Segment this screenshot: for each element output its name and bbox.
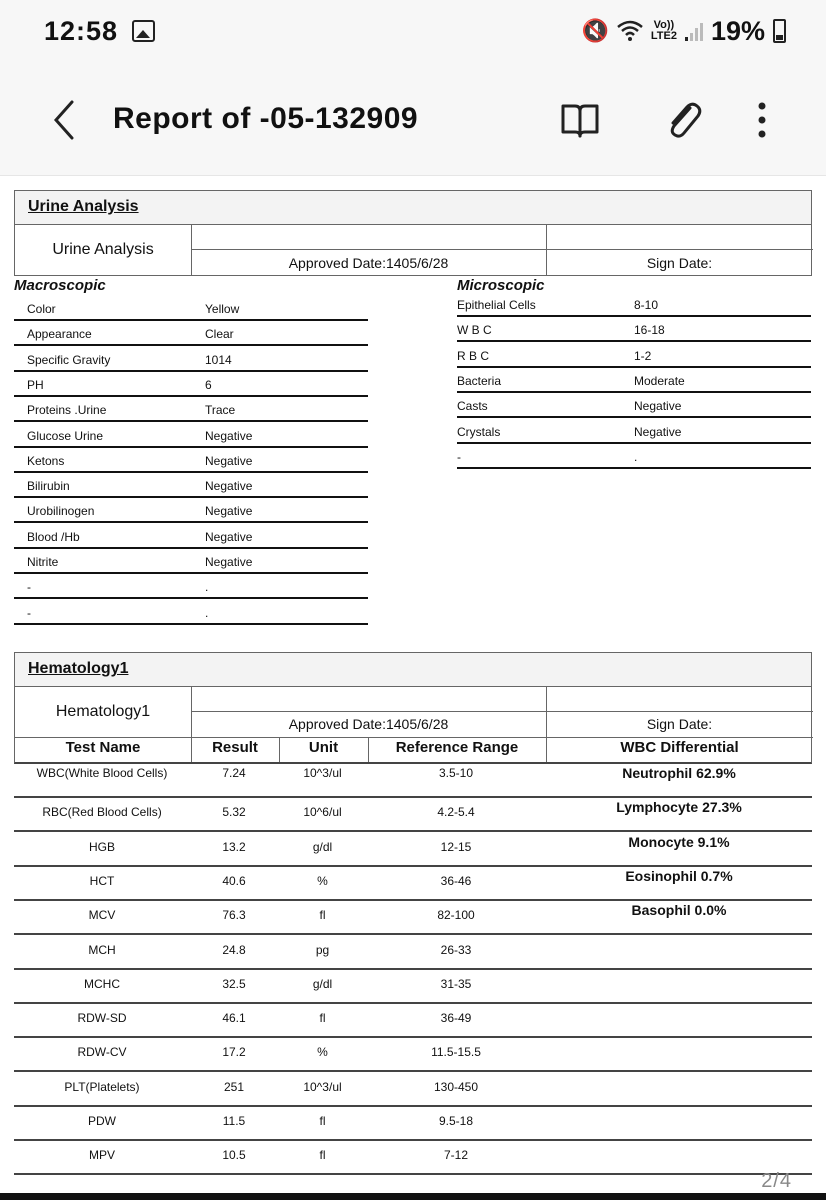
table-row: [14, 936, 812, 970]
hematology-section-title: Hematology1: [28, 660, 129, 677]
item-label: Urobilinogen: [27, 504, 95, 519]
item-value: Negative: [205, 555, 253, 569]
cell-result: 40.6: [222, 873, 246, 888]
item-label: -: [27, 605, 31, 620]
cell-unit: %: [317, 873, 328, 888]
cell-test: PLT(Platelets): [64, 1079, 140, 1094]
urine-info-grid: [14, 225, 812, 276]
urine-section-header: [14, 190, 812, 225]
list-item: [457, 292, 811, 317]
item-value: Negative: [205, 428, 253, 443]
list-item: [14, 473, 368, 498]
table-row: [14, 1038, 812, 1072]
item-value: Yellow: [205, 302, 240, 316]
col-unit: Unit: [308, 739, 339, 756]
cell-range: 26-33: [440, 942, 472, 957]
item-label: Specific Gravity: [27, 352, 111, 367]
item-label: Crystals: [457, 424, 501, 439]
cell-test: HCT: [89, 873, 115, 888]
item-value: Negative: [205, 453, 253, 468]
table-row: [14, 970, 812, 1004]
item-label: Casts: [457, 399, 488, 414]
item-value: Negative: [205, 529, 253, 544]
cell-result: 13.2: [222, 839, 246, 854]
differential-item: Eosinophil 0.7%: [625, 867, 733, 884]
book-icon[interactable]: [558, 98, 602, 142]
table-row: [14, 1141, 812, 1175]
item-value: 1014: [205, 352, 232, 367]
item-value: .: [205, 580, 209, 595]
list-item: [14, 448, 368, 473]
item-label: PH: [27, 377, 44, 392]
list-item: [457, 393, 811, 418]
list-item: [14, 296, 368, 321]
cell-test: HGB: [88, 839, 115, 854]
cell-range: 36-46: [440, 873, 472, 888]
list-item: [14, 321, 368, 346]
item-label: Ketons: [27, 453, 65, 468]
cell-result: 5.32: [222, 805, 246, 820]
item-value: Clear: [205, 327, 234, 342]
item-label: R B C: [457, 348, 490, 363]
more-options-icon[interactable]: [740, 98, 784, 142]
wifi-icon: [617, 20, 643, 42]
item-value: Trace: [205, 403, 236, 418]
image-notification-icon: [132, 20, 155, 42]
item-label: Nitrite: [27, 555, 59, 569]
cell-test: PDW: [88, 1114, 116, 1128]
cell-unit: fl: [319, 1148, 326, 1163]
cell-range: 4.2-5.4: [437, 805, 475, 820]
item-value: Negative: [205, 504, 253, 519]
differential-item: Lymphocyte 27.3%: [616, 799, 742, 816]
item-label: Blood /Hb: [27, 529, 80, 544]
cell-unit: g/dl: [312, 839, 333, 854]
cell-unit: %: [317, 1045, 328, 1060]
cell-result: 76.3: [222, 908, 246, 923]
hematology-sign-date: Sign Date:: [646, 716, 713, 732]
navigation-bar: [0, 1193, 826, 1200]
col-reference-range: Reference Range: [395, 739, 519, 756]
item-label: -: [27, 580, 31, 595]
status-bar: [0, 0, 826, 62]
urine-approved-date: Approved Date:1405/6/28: [288, 255, 449, 271]
item-label: Appearance: [27, 327, 92, 342]
item-label: W B C: [457, 323, 492, 338]
signal-icon: [685, 21, 703, 41]
list-item: [14, 397, 368, 422]
cell-unit: pg: [315, 942, 330, 957]
item-value: .: [634, 449, 638, 464]
item-value: 8-10: [634, 298, 659, 312]
cell-range: 82-100: [437, 908, 475, 923]
item-label: Proteins .Urine: [27, 403, 107, 418]
item-label: Bacteria: [457, 373, 502, 388]
cell-result: 10.5: [222, 1148, 246, 1163]
urine-sign-date: Sign Date:: [646, 255, 713, 271]
cell-test: MCH: [88, 942, 116, 957]
table-row: [14, 1004, 812, 1038]
col-wbc-differential: WBC Differential: [620, 739, 739, 756]
cell-result: 46.1: [222, 1011, 246, 1026]
volte-label: Vo)): [653, 19, 675, 31]
page-indicator: 2/4: [761, 1170, 792, 1192]
item-value: 6: [205, 377, 212, 392]
report-page: [0, 176, 826, 1186]
urine-section-title: Urine Analysis: [28, 198, 139, 215]
cell-unit: 10^6/ul: [303, 805, 342, 820]
cell-range: 7-12: [443, 1148, 469, 1163]
cell-unit: g/dl: [312, 976, 333, 991]
hematology-approved-date: Approved Date:1405/6/28: [288, 716, 449, 732]
cell-test: RBC(Red Blood Cells): [42, 805, 162, 820]
hematology-header-grid: [14, 687, 812, 764]
list-item: [457, 317, 811, 342]
list-item: [14, 498, 368, 523]
differential-item: Monocyte 9.1%: [628, 833, 730, 850]
cell-unit: fl: [319, 1114, 326, 1128]
cell-unit: fl: [319, 908, 326, 923]
cell-unit: 10^3/ul: [303, 766, 342, 780]
cell-unit: fl: [319, 1011, 326, 1026]
item-label: Glucose Urine: [27, 428, 104, 443]
item-label: Epithelial Cells: [457, 298, 536, 312]
cell-result: 251: [223, 1079, 245, 1094]
list-item: [457, 444, 811, 469]
microscopic-heading: Microscopic: [457, 277, 545, 294]
cell-range: 12-15: [440, 839, 472, 854]
item-value: Negative: [634, 424, 682, 439]
cell-result: 11.5: [222, 1114, 246, 1128]
list-item: [14, 423, 368, 448]
cell-test: WBC(White Blood Cells): [36, 766, 168, 780]
macroscopic-heading: Macroscopic: [14, 277, 106, 294]
list-item: [14, 574, 368, 599]
cell-result: 17.2: [222, 1045, 246, 1060]
cell-range: 9.5-18: [438, 1114, 474, 1128]
network-indicator: [651, 20, 677, 42]
table-row: [14, 1107, 812, 1141]
cell-test: MCV: [88, 908, 116, 923]
col-test-name: Test Name: [65, 739, 141, 756]
cell-range: 130-450: [433, 1079, 479, 1094]
col-result: Result: [212, 739, 258, 756]
item-value: 16-18: [634, 323, 665, 338]
item-value: Negative: [634, 399, 682, 414]
back-arrow-icon[interactable]: [50, 98, 78, 142]
cell-unit: 10^3/ul: [303, 1079, 342, 1094]
item-label: Bilirubin: [27, 479, 70, 494]
table-row: [14, 1073, 812, 1107]
page-title: Report of -05-132909: [113, 102, 419, 135]
item-value: Negative: [205, 479, 253, 494]
cell-test: RDW-CV: [77, 1045, 127, 1060]
app-bar: [0, 62, 826, 176]
differential-item: Basophil 0.0%: [631, 902, 727, 919]
hematology-section-header: [14, 652, 812, 687]
list-item: [14, 372, 368, 397]
differential-item: Neutrophil 62.9%: [622, 765, 736, 781]
list-item: [14, 347, 368, 372]
list-item: [14, 549, 368, 574]
item-value: .: [205, 605, 209, 620]
cell-range: 31-35: [440, 976, 472, 991]
status-time: 12:58: [44, 16, 119, 46]
list-item: [457, 343, 811, 368]
item-label: Color: [27, 302, 56, 316]
cell-test: MPV: [88, 1148, 115, 1163]
cell-result: 32.5: [222, 976, 246, 991]
hematology-header-label: Hematology1: [55, 703, 151, 720]
mute-vibrate-icon: 🔇: [581, 18, 609, 43]
list-item: [14, 600, 368, 625]
lte-label: LTE2: [650, 30, 677, 42]
cell-result: 7.24: [222, 766, 246, 780]
item-value: 1-2: [634, 348, 652, 363]
cell-test: MCHC: [84, 976, 120, 991]
list-item: [457, 368, 811, 393]
item-label: -: [457, 449, 461, 464]
item-value: Moderate: [634, 373, 685, 388]
list-item: [457, 419, 811, 444]
battery-percent: 19%: [710, 15, 765, 46]
urine-header-label: Urine Analysis: [52, 241, 154, 258]
list-item: [14, 524, 368, 549]
cell-range: 3.5-10: [438, 766, 474, 780]
cell-range: 36-49: [440, 1011, 472, 1026]
cell-test: RDW-SD: [77, 1011, 127, 1026]
cell-result: 24.8: [222, 942, 246, 957]
cell-range: 11.5-15.5: [431, 1045, 481, 1060]
battery-icon: [773, 19, 786, 43]
attachment-icon[interactable]: [662, 98, 706, 142]
